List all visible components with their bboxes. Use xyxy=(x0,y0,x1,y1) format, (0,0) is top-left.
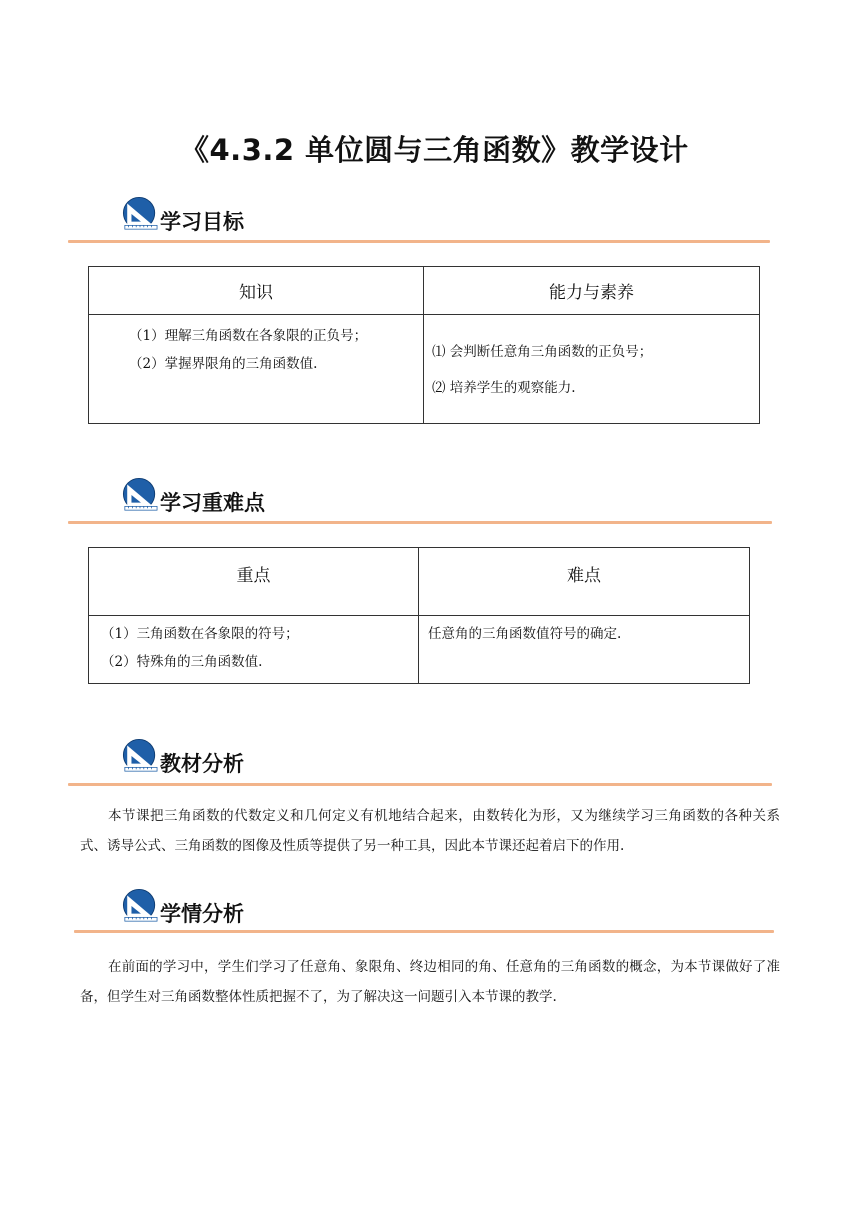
section-divider xyxy=(68,521,772,524)
list-item: ⑴ 会判断任意角三角函数的正负号； xyxy=(432,344,653,360)
list-item: ⑵ 培养学生的观察能力. xyxy=(432,380,576,396)
difficult-points-cell xyxy=(419,616,750,684)
student-analysis-paragraph: 在前面的学习中，学生们学习了任意角、象限角、终边相同的角、任意角的三角函数的概念，为本节课做好了准备，但学生对三角函数整体性质把握不了，为了解决这一问题引入本节课的教学. xyxy=(80,959,780,1005)
key-points-table xyxy=(88,547,750,684)
table-header-ability: 能力与素养 xyxy=(424,267,760,315)
section-divider xyxy=(68,783,772,786)
section-title: 教材分析 xyxy=(160,752,244,776)
section-title: 学习重难点 xyxy=(160,491,265,515)
section-title: 学习目标 xyxy=(160,210,244,234)
key-points-cell xyxy=(89,616,419,684)
list-item: 任意角的三角函数值符号的确定. xyxy=(428,626,622,642)
table-header-key: 重点 xyxy=(89,548,419,616)
set-square-ruler-icon xyxy=(122,477,158,513)
table-header-difficult: 难点 xyxy=(419,548,750,616)
list-item: （2）掌握界限角的三角函数值. xyxy=(129,356,318,372)
goals-table xyxy=(88,266,760,424)
goals-ability-cell xyxy=(424,315,760,424)
section-title: 学情分析 xyxy=(160,902,244,926)
section-divider xyxy=(68,240,770,243)
list-item: （2）特殊角的三角函数值. xyxy=(101,654,263,670)
set-square-ruler-icon xyxy=(122,888,158,924)
list-item: （1）理解三角函数在各象限的正负号； xyxy=(129,328,368,344)
table-header-knowledge: 知识 xyxy=(89,267,424,315)
set-square-ruler-icon xyxy=(122,738,158,774)
document-title: 《4.3.2 单位圆与三角函数》教学设计 xyxy=(180,133,689,167)
section-divider xyxy=(74,930,774,933)
set-square-ruler-icon xyxy=(122,196,158,232)
list-item: （1）三角函数在各象限的符号； xyxy=(101,626,299,642)
goals-knowledge-cell xyxy=(89,315,424,424)
textbook-analysis-paragraph: 本节课把三角函数的代数定义和几何定义有机地结合起来，由数转化为形，又为继续学习三角函数的各种关系式、诱导公式、三角函数的图像及性质等提供了另一种工具，因此本节课还起着启下的作用. xyxy=(80,808,780,854)
